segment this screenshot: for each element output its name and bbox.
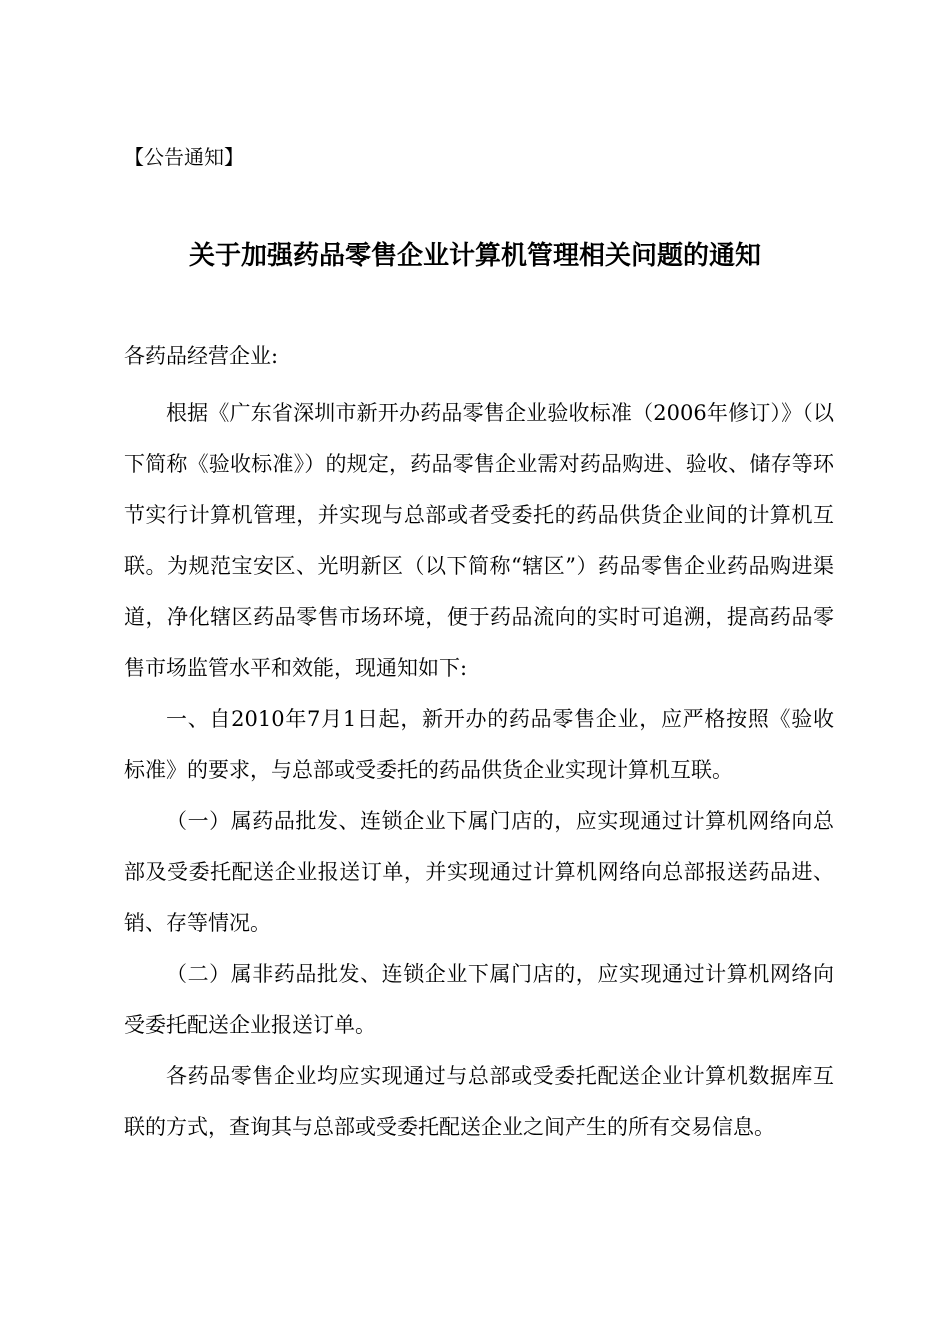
paragraph-sub-item-two: （二）属非药品批发、连锁企业下属门店的，应实现通过计算机网络向受委托配送企业报送订单。	[124, 962, 834, 1037]
paragraph-intro: 根据《广东省深圳市新开办药品零售企业验收标准（2006年修订）》（以下简称《验收标准》）的规定，药品零售企业需对药品购进、验收、储存等环节实行计算机管理，并实现与总部或者受委托的药品供货企业间的计算机互联。为规范宝安区、光明新区（以下简称“辖区”）药品零售企业药品购进渠道，净化辖区药品零售市场环境，便于药品流向的实时可追溯，提高药品零售市场监管水平和效能，现通知如下:	[124, 401, 834, 680]
notice-category-tag: 【公告通知】	[124, 145, 244, 169]
salutation: 各药品经营企业:	[124, 344, 279, 368]
paragraph-requirement: 各药品零售企业均应实现通过与总部或受委托配送企业计算机数据库互联的方式，查询其与总部或受委托配送企业之间产生的所有交易信息。	[124, 1064, 834, 1139]
paragraph-sub-item-one: （一）属药品批发、连锁企业下属门店的，应实现通过计算机网络向总部及受委托配送企业报送订单，并实现通过计算机网络向总部报送药品进、销、存等情况。	[124, 809, 834, 935]
document-title: 关于加强药品零售企业计算机管理相关问题的通知	[188, 241, 761, 271]
document-body	[124, 388, 834, 1153]
paragraph-item-one: 一、自2010年7月1日起，新开办的药品零售企业，应严格按照《验收标准》的要求，与总部或受委托的药品供货企业实现计算机互联。	[124, 707, 834, 782]
